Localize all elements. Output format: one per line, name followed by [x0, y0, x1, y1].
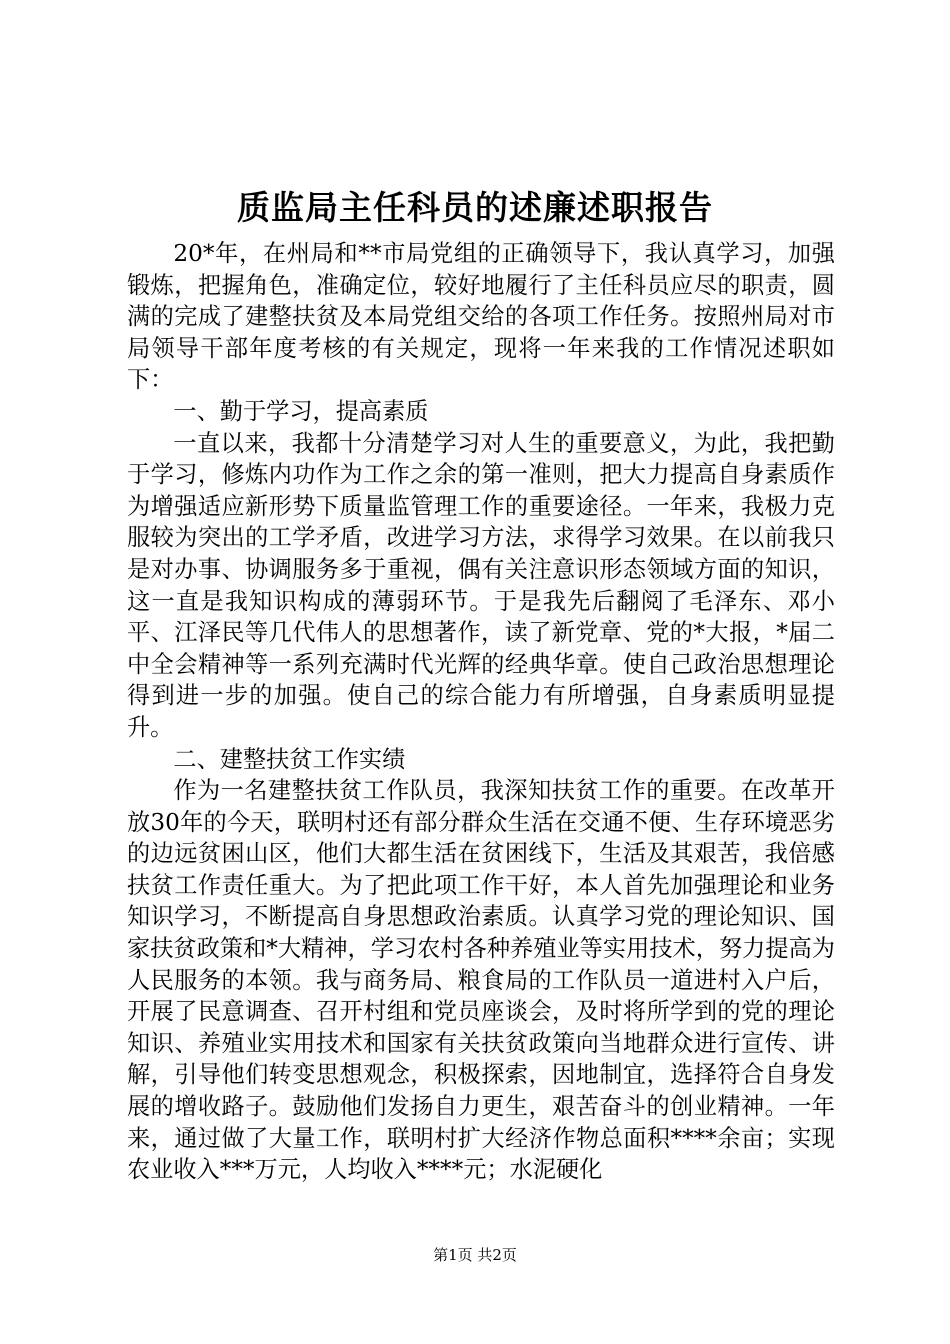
- section-heading-2: 二、建整扶贫工作实绩: [173, 745, 406, 773]
- section-1-paragraph: 一直以来，我都十分清楚学习对人生的重要意义，为此，我把勤于学习，修炼内功作为工作之余的第一准则，把大力提高自身素质作为增强适应新形势下质量监管理工作的重要途径。一年来，我极力克服较为突出的工学矛盾，改进学习方法，求得学习效果。在以前我只是对办事、协调服务多于重视，偶有关注意识形态领域方面的知识，这一直是我知识构成的薄弱环节。于是我先后翻阅了毛泽东、邓小平、江泽民等几代伟人的思想著作，读了新党章、党的*大报，*届二中全会精神等一系列充满时代光辉的经典华章。使自己政治思想理论得到进一步的加强。使自己的综合能力有所增强，自身素质明显提升。: [127, 429, 835, 741]
- page-number-footer: 第1页 共2页: [433, 1246, 517, 1264]
- section-heading-1: 一、勤于学习，提高素质: [173, 397, 429, 425]
- document-body: [127, 238, 835, 1186]
- intro-paragraph: 20*年，在州局和**市局党组的正确领导下，我认真学习，加强锻炼，把握角色，准确定位，较好地履行了主任科员应尽的职责，圆满的完成了建整扶贫及本局党组交给的各项工作任务。按照州局对市局领导干部年度考核的有关规定，现将一年来我的工作情况述职如下：: [127, 240, 835, 394]
- section-2-paragraph: 作为一名建整扶贫工作队员，我深知扶贫工作的重要。在改革开放30年的今天，联明村还有部分群众生活在交通不便、生存环境恶劣的边远贫困山区，他们大都生活在贫困线下，生活及其艰苦，我倍感扶贫工作责任重大。为了把此项工作干好，本人首先加强理论和业务知识学习，不断提高自身思想政治素质。认真学习党的理论知识、国家扶贫政策和*大精神，学习农村各种养殖业等实用技术，努力提高为人民服务的本领。我与商务局、粮食局的工作队员一道进村入户后，开展了民意调查、召开村组和党员座谈会，及时将所学到的党的理论知识、养殖业实用技术和国家有关扶贫政策向当地群众进行宣传、讲解，引导他们转变思想观念，积极探索，因地制宜，选择符合自身发展的增收路子。鼓励他们发扬自力更生，艰苦奋斗的创业精神。一年来，通过做了大量工作，联明村扩大经济作物总面积****余亩；实现农业收入***万元，人均收入****元；水泥硬化: [127, 777, 835, 1184]
- document-title: 质监局主任科员的述廉述职报告: [237, 188, 713, 227]
